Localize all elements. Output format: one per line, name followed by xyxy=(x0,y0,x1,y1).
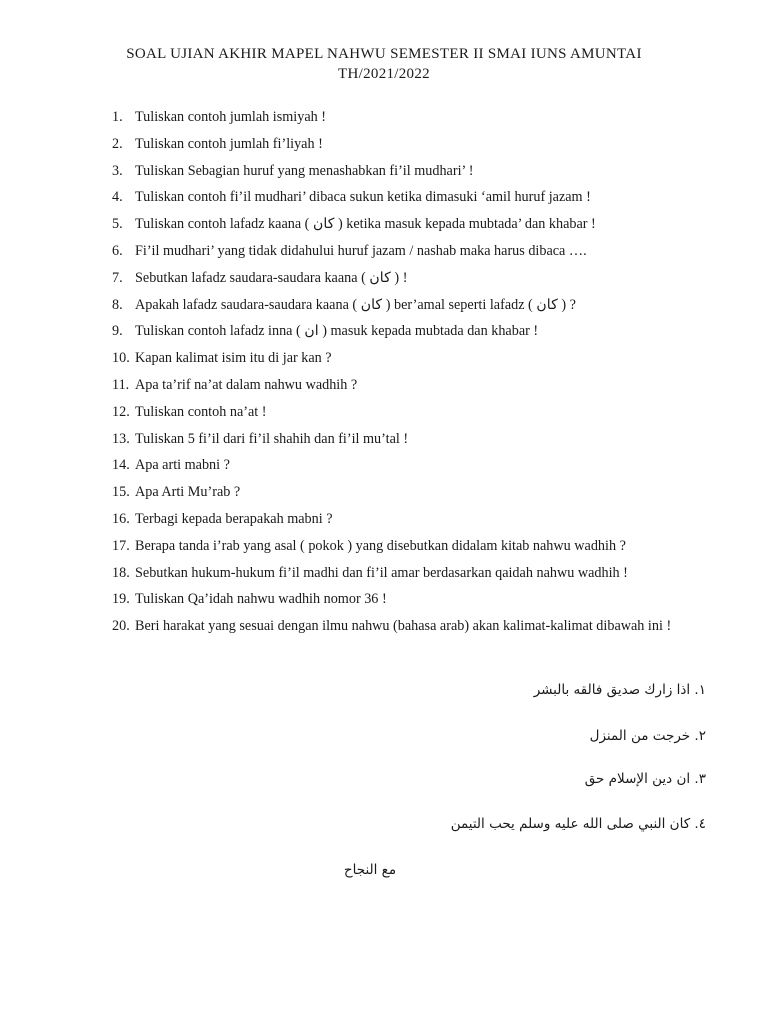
exam-title-line-1: SOAL UJIAN AKHIR MAPEL NAHWU SEMESTER II SMAI IUNS AMUNTAI xyxy=(126,46,642,62)
question-number: 7. xyxy=(112,269,123,286)
question-item xyxy=(112,506,692,533)
question-number: 2. xyxy=(112,135,123,152)
question-number: 1. xyxy=(112,109,123,125)
question-number: 6. xyxy=(112,242,123,259)
question-number: 16. xyxy=(112,510,130,527)
question-text: Tuliskan Sebagian huruf yang menashabkan fi’il mudhari’ ! xyxy=(135,162,474,179)
question-item xyxy=(112,479,692,506)
question-text: Terbagi kepada berapakah mabni ? xyxy=(135,510,333,527)
question-number: 17. xyxy=(112,537,130,554)
question-text: Tuliskan contoh lafadz inna ( ان ) masuk kepada mubtada dan khabar ! xyxy=(135,323,539,340)
question-text: Tuliskan contoh jumlah ismiyah ! xyxy=(135,109,327,125)
question-text: Beri harakat yang sesuai dengan ilmu nahwu (bahasa arab) akan kalimat-kalimat dibawah ini ! xyxy=(135,618,672,635)
arabic-sentence-3: ٣. ان دين الإسلام حق xyxy=(584,771,706,787)
question-item xyxy=(112,131,692,158)
exam-title-line-2: TH/2021/2022 xyxy=(338,66,430,82)
question-text: Fi’il mudhari’ yang tidak didahului huruf jazam / nashab maka harus dibaca …. xyxy=(135,242,587,259)
question-item xyxy=(112,292,692,319)
question-item xyxy=(112,613,692,640)
question-number: 10. xyxy=(112,350,130,367)
question-item xyxy=(112,104,692,131)
question-number: 9. xyxy=(112,323,123,340)
question-text: Apakah lafadz saudara-saudara kaana ( كان ) ber’amal seperti lafadz ( كان ) ? xyxy=(135,296,576,313)
question-text: Tuliskan contoh na’at ! xyxy=(135,403,267,420)
arabic-sentence-2: ٢. خرجت من المنزل xyxy=(589,728,706,744)
question-number: 19. xyxy=(112,591,130,608)
question-item xyxy=(112,158,692,185)
question-number: 4. xyxy=(112,189,123,206)
question-text: Tuliskan contoh jumlah fi’liyah ! xyxy=(135,135,323,152)
arabic-sentence-1: ١. اذا زارك صديق فالقه بالبشر xyxy=(533,682,706,698)
question-list xyxy=(112,104,692,640)
question-item xyxy=(112,345,692,372)
question-item xyxy=(112,184,692,211)
question-text: Apa ta’rif na’at dalam nahwu wadhih ? xyxy=(135,376,358,393)
question-item xyxy=(112,426,692,453)
question-number: 13. xyxy=(112,430,130,447)
question-item xyxy=(112,560,692,587)
question-item xyxy=(112,265,692,292)
question-item xyxy=(112,533,692,560)
question-text: Apa Arti Mu’rab ? xyxy=(135,484,241,501)
closing-wish: مع النجاح xyxy=(343,862,397,878)
question-text: Berapa tanda i’rab yang asal ( pokok ) yang disebutkan didalam kitab nahwu wadhih ? xyxy=(135,537,626,554)
question-number: 11. xyxy=(112,376,130,393)
question-text: Tuliskan contoh fi’il mudhari’ dibaca sukun ketika dimasuki ‘amil huruf jazam ! xyxy=(135,189,591,206)
question-number: 15. xyxy=(112,484,130,501)
question-text: Sebutkan hukum-hukum fi’il madhi dan fi’il amar berdasarkan qaidah nahwu wadhih ! xyxy=(135,564,628,581)
question-number: 5. xyxy=(112,216,123,233)
question-item xyxy=(112,452,692,479)
question-number: 3. xyxy=(112,162,123,179)
exam-title xyxy=(0,44,768,84)
question-text: Tuliskan contoh lafadz kaana ( كان ) ketika masuk kepada mubtada’ dan khabar ! xyxy=(135,216,596,233)
question-text: Kapan kalimat isim itu di jar kan ? xyxy=(135,350,332,367)
question-text: Apa arti mabni ? xyxy=(135,457,230,474)
question-item xyxy=(112,211,692,238)
question-item xyxy=(112,586,692,613)
question-number: 20. xyxy=(112,618,130,635)
question-number: 8. xyxy=(112,296,123,313)
question-text: Tuliskan Qa’idah nahwu wadhih nomor 36 ! xyxy=(135,591,387,608)
question-text: Sebutkan lafadz saudara-saudara kaana ( كان ) ! xyxy=(135,269,408,286)
question-number: 18. xyxy=(112,564,130,581)
question-number: 14. xyxy=(112,457,130,474)
question-item xyxy=(112,372,692,399)
question-item xyxy=(112,318,692,345)
question-number: 12. xyxy=(112,403,130,420)
question-item xyxy=(112,399,692,426)
question-item xyxy=(112,238,692,265)
arabic-sentence-4: ٤. كان النبي صلى الله عليه وسلم يحب التيمن xyxy=(450,816,706,832)
question-text: Tuliskan 5 fi’il dari fi’il shahih dan fi’il mu’tal ! xyxy=(135,430,409,447)
